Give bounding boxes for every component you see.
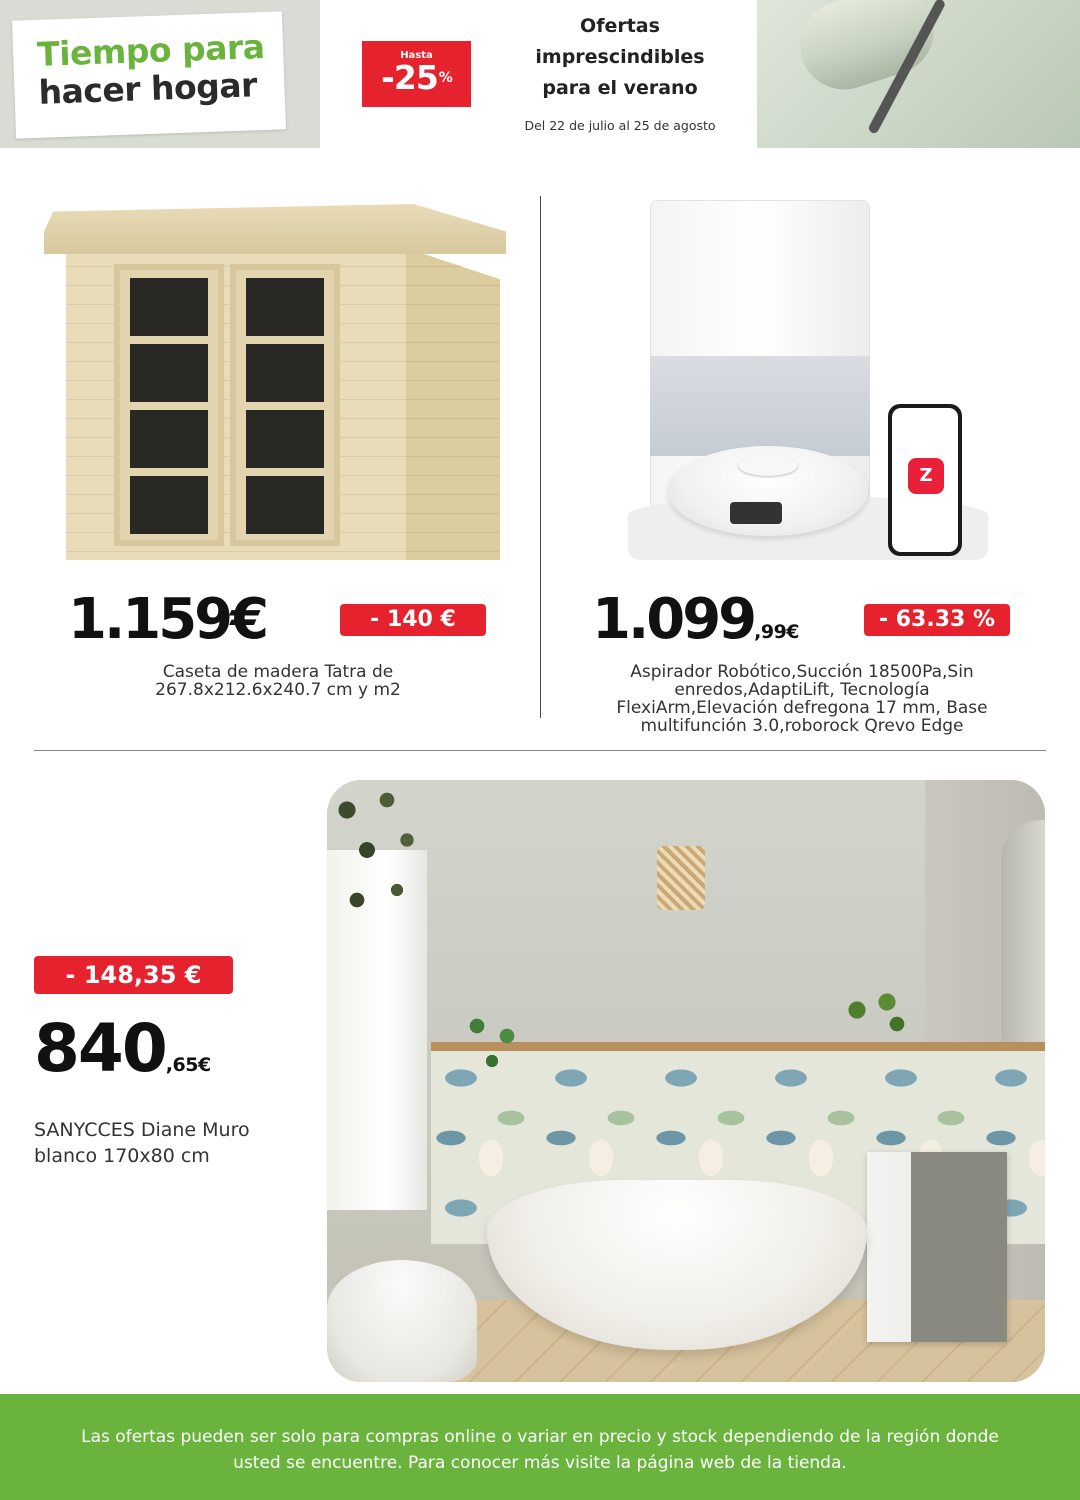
vacuum-discount-badge: - 63.33 % <box>864 604 1010 636</box>
vacuum-price: 1.099,99€ <box>592 587 800 652</box>
vacuum-dock-band <box>650 356 870 456</box>
shed-window-pane <box>246 410 324 468</box>
bidet <box>327 1260 477 1382</box>
wall-lamp <box>657 846 705 910</box>
bathtub-description-line1: SANYCCES Diane Muro <box>34 1119 250 1141</box>
section-divider <box>34 750 1046 751</box>
vacuum-display-panel <box>730 502 782 524</box>
bathroom-mirror <box>1001 820 1045 1070</box>
banner-title-line1: Ofertas <box>580 15 660 37</box>
shed-window-pane <box>246 476 324 534</box>
robot-vacuum-product-image[interactable] <box>628 196 988 568</box>
shed-window-pane <box>246 344 324 402</box>
banner-dates: Del 22 de julio al 25 de agosto <box>524 118 716 133</box>
disclaimer-line1: Las ofertas pueden ser solo para compras online o variar en precio y stock dependiendo de la región donde <box>81 1427 999 1447</box>
bathtub-description[interactable] <box>34 1117 314 1169</box>
banner-headline-line2: hacer hogar <box>37 65 258 112</box>
bathtub-price-cents: ,65€ <box>165 1054 211 1076</box>
banner-headline-line1: Tiempo para <box>36 26 266 74</box>
promo-unit: % <box>438 70 452 86</box>
shed-door-right <box>230 264 340 546</box>
shed-description[interactable]: Caseta de madera Tatra de 267.8x212.6x240.7 cm y m2 <box>155 662 401 700</box>
roller-body <box>789 0 946 101</box>
shed-side-wall <box>406 248 500 560</box>
hanging-plant <box>327 780 437 950</box>
vacuum-price-cents: ,99€ <box>754 621 800 643</box>
banner-headline-panel <box>0 0 320 148</box>
promo-value: -25% <box>381 58 452 97</box>
shed-window-pane <box>130 476 208 534</box>
column-divider <box>540 196 541 718</box>
smartphone-screen <box>892 408 958 552</box>
banner-title-line2: imprescindibles <box>535 46 705 68</box>
potted-plant-left <box>457 1006 537 1096</box>
promo-discount-badge <box>362 41 471 107</box>
banner-headline-card <box>12 11 286 138</box>
vacuum-description[interactable]: Aspirador Robótico,Succión 18500Pa,Sin enredos,AdaptiLift, Tecnología FlexiArm,Elevación defregona 17 mm, Base multifunción 3.0,roborock Qrevo Edge <box>616 662 988 736</box>
shed-window-pane <box>130 344 208 402</box>
shed-roof <box>44 204 506 254</box>
potted-plant-right <box>837 980 917 1042</box>
shed-door-left <box>114 264 224 546</box>
footer-disclaimer <box>0 1394 1080 1500</box>
disclaimer-line2: usted se encuentre. Para conocer más visite la página web de la tienda. <box>233 1453 847 1473</box>
shed-discount-badge: - 140 € <box>340 604 486 636</box>
vacuum-lidar-turret <box>738 454 798 476</box>
bathtub-discount-badge: - 148,35 € <box>34 956 233 994</box>
shed-window-pane <box>130 278 208 336</box>
shed-product-image[interactable] <box>44 204 508 564</box>
smartphone <box>888 404 962 556</box>
roborock-app-icon: Z <box>908 458 944 494</box>
banner-title-line3: para el verano <box>542 77 698 99</box>
shed-price: 1.159€ <box>68 587 267 652</box>
promo-prefix: Hasta <box>400 50 433 61</box>
bathtub-description-line2: blanco 170x80 cm <box>34 1145 210 1167</box>
bathroom-product-image[interactable] <box>327 780 1045 1382</box>
paint-roller-image <box>757 0 1080 148</box>
shed-window-pane <box>130 410 208 468</box>
banner-offer-panel <box>320 0 757 148</box>
bathtub-price: 840,65€ <box>34 1010 211 1087</box>
banner-title <box>510 11 730 104</box>
shed-window-pane <box>246 278 324 336</box>
promo-banner[interactable] <box>0 0 1080 148</box>
vanity-cabinet-drawers <box>911 1152 1007 1342</box>
